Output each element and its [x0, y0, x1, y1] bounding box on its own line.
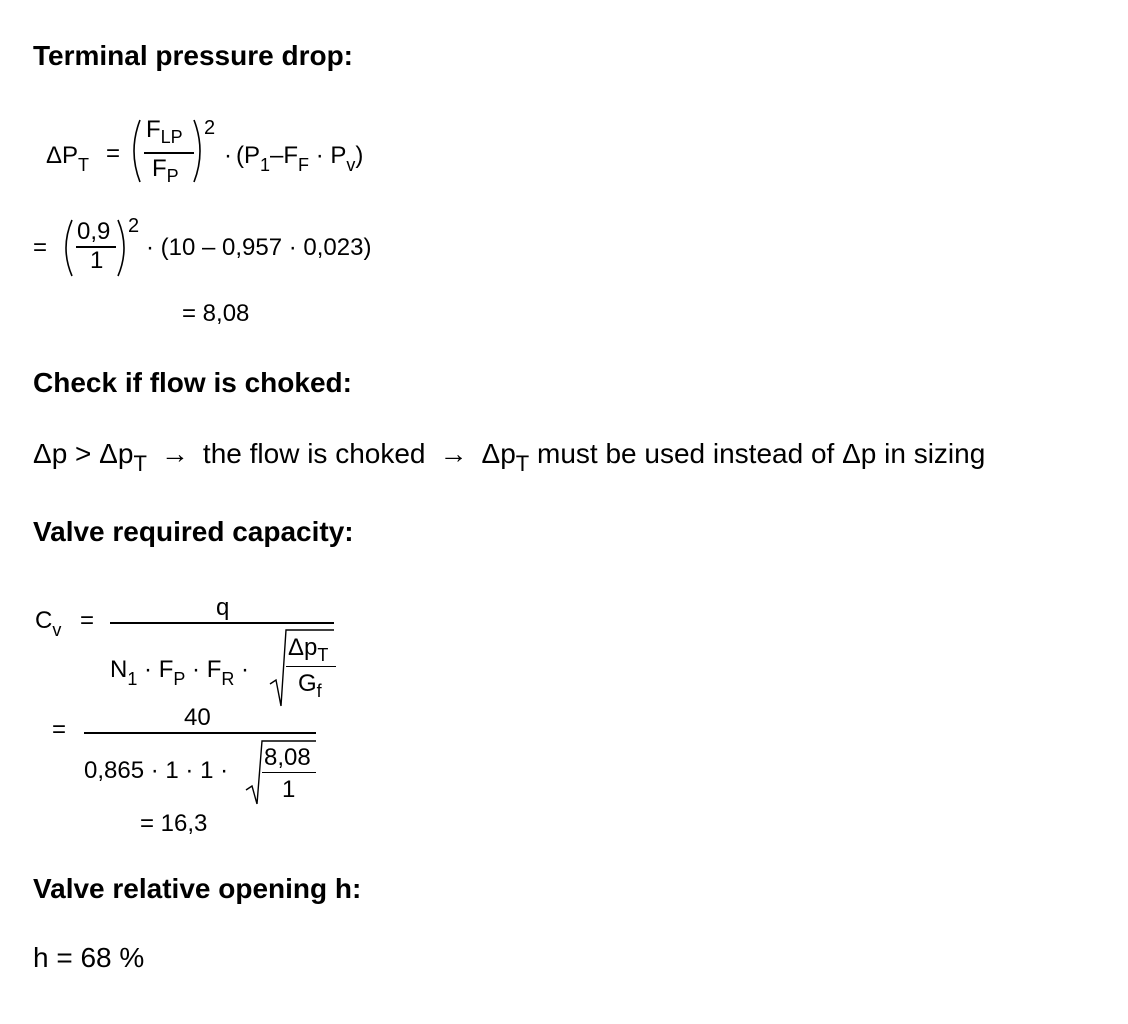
substitution-tail: · (10 – 0,957 · 0,023)	[146, 234, 372, 261]
fraction-denominator: $F_P$	[152, 155, 179, 186]
substitution-cv-denominator: 0,865 · 1 · 1 ·	[84, 757, 229, 784]
choked-statement: $\Delta p > \Delta p_T$ → the flow is choked → $\Delta p_T$ must be used instead of Δp in sizing	[33, 438, 986, 476]
multiply-dot: ·	[224, 142, 232, 169]
heading-choked-check: Check if flow is choked:	[33, 367, 352, 398]
result-required-capacity: = 16,3	[140, 810, 208, 837]
formula-cv-root-fraction-bar	[286, 666, 336, 667]
substitution-cv-fraction-bar	[84, 732, 316, 734]
substitution-cv-root-numerator: 8,08	[264, 744, 311, 771]
substitution-cv-root-fraction-bar	[262, 772, 316, 773]
formula-lhs: $\Delta P_T$	[46, 142, 90, 175]
fraction-numerator: $F_{LP}$	[146, 116, 183, 147]
arrow-right-icon: →	[160, 438, 189, 469]
formula-tail: $(P_1-F_F \cdot P_v)$	[236, 142, 364, 175]
formula-cv-root-denominator: $G_f$	[298, 670, 322, 701]
formula-equals: =	[106, 140, 121, 167]
heading-relative-opening: Valve relative opening h:	[33, 873, 362, 904]
substitution-exponent: 2	[128, 215, 140, 237]
formula-cv-lhs: $C_v$	[35, 607, 62, 640]
formula-cv-denominator: $N_1 \cdot F_P \cdot F_R$ ·	[110, 656, 250, 689]
substitution-denominator: 1	[90, 247, 104, 274]
substitution-numerator: 0,9	[77, 218, 111, 245]
fraction-bar	[144, 152, 194, 154]
right-paren-icon	[118, 220, 124, 276]
result-terminal-pressure-drop: = 8,08	[182, 300, 250, 327]
substitution-cv-numerator: 40	[184, 704, 211, 731]
substitution-equals: =	[33, 234, 48, 261]
formula-cv-numerator: q	[216, 594, 230, 621]
relative-opening-value: h = 68 %	[33, 942, 145, 973]
left-paren-icon	[134, 120, 140, 182]
formula-cv-fraction-bar	[110, 622, 334, 624]
formula-cv-root-numerator: $\Delta p_T$	[288, 634, 329, 665]
formula-cv-equals: =	[80, 607, 95, 634]
substitution-cv-equals: =	[52, 716, 67, 743]
heading-required-capacity: Valve required capacity:	[33, 516, 354, 547]
right-paren-icon	[194, 120, 200, 182]
left-paren-icon	[66, 220, 72, 276]
heading-terminal-pressure-drop: Terminal pressure drop:	[33, 40, 354, 71]
substitution-cv-root-denominator: 1	[282, 776, 296, 803]
arrow-right-icon: →	[439, 438, 468, 469]
exponent: 2	[204, 117, 216, 139]
